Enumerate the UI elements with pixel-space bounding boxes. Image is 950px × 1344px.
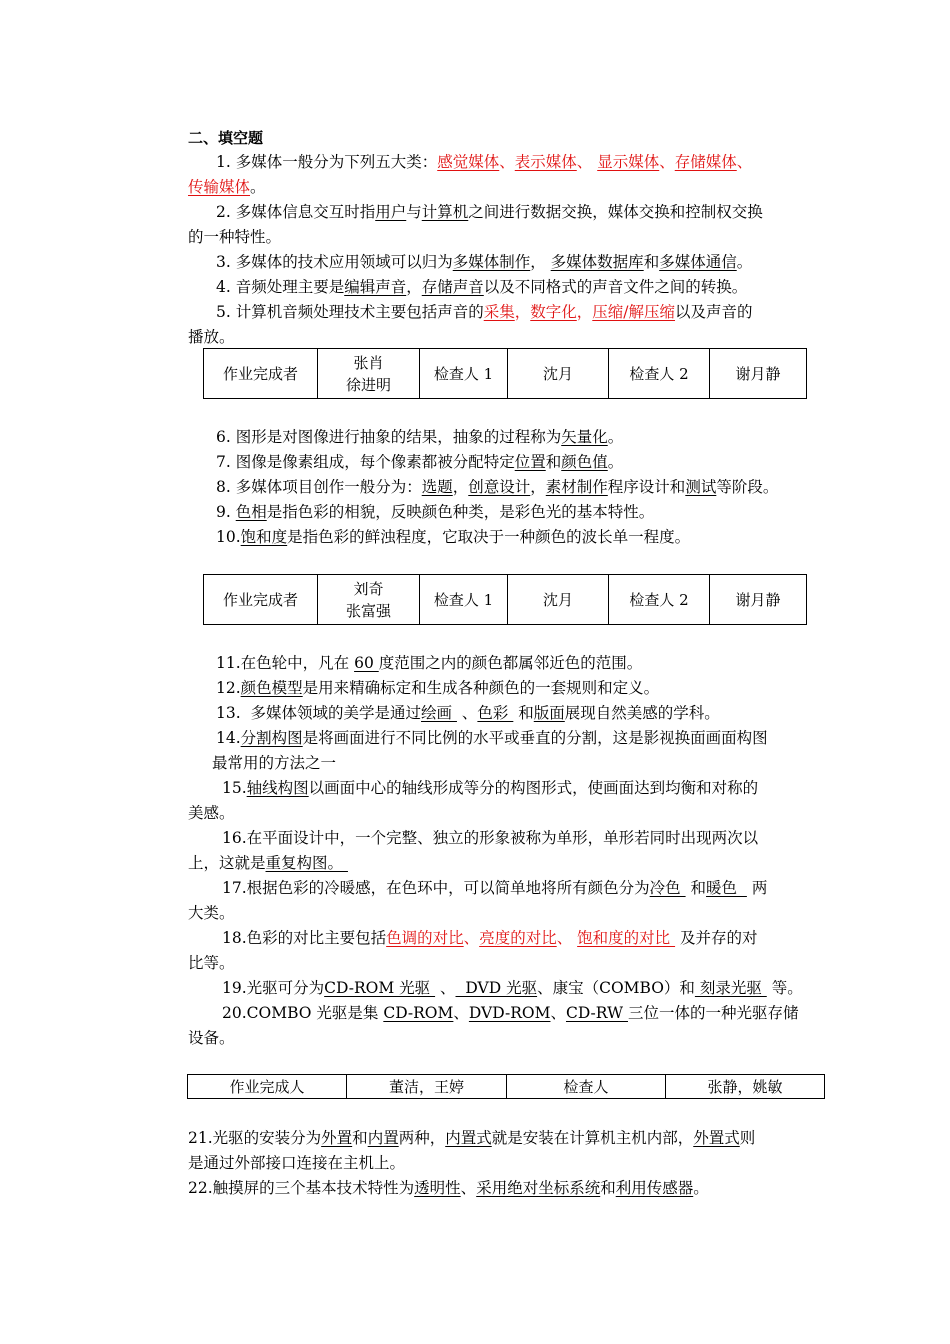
q1-answer-5: 传输媒体 bbox=[188, 178, 251, 196]
q5-sep: ， bbox=[514, 303, 531, 321]
q13-text: 和 bbox=[513, 704, 534, 722]
q13-text: 展现自然美感的学科。 bbox=[564, 704, 720, 722]
q9-text: 是指色彩的相貌，反映颜色种类，是彩色光的基本特性。 bbox=[266, 503, 655, 521]
q19-text: 、 bbox=[435, 979, 456, 997]
q21-text: 则 bbox=[739, 1129, 756, 1147]
q22-text: 22.触摸屏的三个基本技术特性为 bbox=[188, 1179, 415, 1197]
question-7 bbox=[216, 450, 623, 475]
q15-answer-1: 轴线构图 bbox=[246, 779, 309, 797]
question-10 bbox=[216, 525, 690, 550]
q8-answer-3: 素材制作 bbox=[545, 478, 608, 496]
q16-answer-1: 重复构图。 bbox=[265, 854, 348, 872]
q1-text: 1. 多媒体一般分为下列五大类： bbox=[216, 153, 438, 171]
q11-text: 度范围之内的颜色都属邻近色的范围。 bbox=[378, 654, 643, 672]
q1-sep: 、 bbox=[576, 153, 598, 171]
assignment-table-3 bbox=[187, 1074, 825, 1099]
table2-label: 作业完成者 bbox=[204, 575, 318, 625]
q6-answer-1: 矢量化 bbox=[561, 428, 608, 446]
q1-end: 。 bbox=[250, 178, 266, 196]
question-18 bbox=[222, 926, 758, 951]
q20-text: 三位一体的一种光驱存储 bbox=[627, 1004, 799, 1022]
question-18-cont: 比等。 bbox=[188, 954, 235, 972]
q17-answer-1: 冷色 bbox=[649, 879, 686, 897]
table2-checker1: 沈月 bbox=[508, 575, 609, 625]
q8-answer-4: 测试 bbox=[685, 478, 717, 496]
q3-text: 。 bbox=[736, 253, 753, 271]
table2-authors bbox=[318, 575, 420, 625]
question-3 bbox=[216, 250, 752, 275]
q19-text: 19.光驱可分为 bbox=[222, 979, 325, 997]
q18-answer-3: 饱和度的对比 bbox=[577, 929, 676, 947]
q3-text: 和 bbox=[643, 253, 660, 271]
table2-checker2: 谢月静 bbox=[710, 575, 807, 625]
question-21-cont: 是通过外部接口连接在主机上。 bbox=[188, 1154, 406, 1172]
question-17 bbox=[222, 876, 767, 901]
question-1-cont bbox=[188, 175, 266, 200]
q14-answer-1: 分割构图 bbox=[240, 729, 303, 747]
q22-answer-3: 利用传感器 bbox=[615, 1179, 694, 1197]
q5-text: 以及声音的 bbox=[675, 303, 753, 321]
q22-answer-1: 透明性 bbox=[414, 1179, 461, 1197]
table3-checkers: 张静，姚敏 bbox=[666, 1075, 825, 1099]
table2-checker2-label: 检查人 2 bbox=[609, 575, 710, 625]
table3-checker-label: 检查人 bbox=[507, 1075, 666, 1099]
q21-answer-2: 内置 bbox=[367, 1129, 399, 1147]
table2-checker1-label: 检查人 1 bbox=[420, 575, 508, 625]
question-20-cont: 设备。 bbox=[188, 1029, 235, 1047]
q21-text: 21.光驱的安装分为 bbox=[188, 1129, 322, 1147]
q12-text: 12. bbox=[216, 679, 241, 697]
q22-text: 、 bbox=[460, 1179, 477, 1197]
q2-answer-1: 用户 bbox=[375, 203, 407, 221]
q12-answer-1: 颜色模型 bbox=[240, 679, 303, 697]
q18-text: 18.色彩的对比主要包括 bbox=[222, 929, 387, 947]
table1-label: 作业完成者 bbox=[204, 349, 318, 399]
table3-authors: 董洁，王婷 bbox=[347, 1075, 507, 1099]
q8-answer-1: 选题 bbox=[421, 478, 453, 496]
table1-checker2-label: 检查人 2 bbox=[609, 349, 710, 399]
table3-label: 作业完成人 bbox=[188, 1075, 347, 1099]
q15-text: 15. bbox=[222, 779, 247, 797]
q14-text: 是将画面进行不同比例的水平或垂直的分割，这是影视换面画面构图 bbox=[302, 729, 768, 747]
question-9 bbox=[216, 500, 654, 525]
q1-sep: 、 bbox=[499, 153, 515, 171]
question-5-cont: 播放。 bbox=[188, 328, 235, 346]
table1-checker2: 谢月静 bbox=[710, 349, 807, 399]
q3-answer-3: 多媒体通信 bbox=[659, 253, 737, 271]
q19-answer-3: 刻录光驱 bbox=[694, 979, 767, 997]
question-16: 16.在平面设计中，一个完整、独立的形象被称为单形，单形若同时出现两次以 bbox=[222, 829, 759, 847]
question-15 bbox=[222, 776, 758, 801]
question-19 bbox=[222, 976, 803, 1001]
question-21 bbox=[188, 1126, 755, 1151]
q20-text: 20.COMBO 光驱是集 bbox=[222, 1004, 384, 1022]
q11-answer-1: 60 bbox=[354, 654, 379, 672]
q1-answer-4: 存储媒体 bbox=[674, 153, 737, 171]
q5-text: 5. 计算机音频处理技术主要包括声音的 bbox=[216, 303, 484, 321]
q2-text: 2. 多媒体信息交互时指 bbox=[216, 203, 376, 221]
q22-text: 。 bbox=[693, 1179, 709, 1197]
q3-text: 3. 多媒体的技术应用领域可以归为 bbox=[216, 253, 453, 271]
q13-answer-3: 版面 bbox=[533, 704, 565, 722]
question-2-cont: 的一种特性。 bbox=[188, 228, 282, 246]
q7-text: 。 bbox=[607, 453, 624, 471]
question-4 bbox=[216, 275, 747, 300]
question-17-cont: 大类。 bbox=[188, 904, 235, 922]
q5-answer-1: 采集 bbox=[483, 303, 515, 321]
q8-text: 8. 多媒体项目创作一般分为： bbox=[216, 478, 422, 496]
q5-answer-3: 压缩/解压缩 bbox=[592, 303, 676, 321]
table1-checker1-label: 检查人 1 bbox=[420, 349, 508, 399]
q8-text: ， bbox=[530, 478, 546, 496]
question-11 bbox=[216, 651, 642, 676]
q5-sep: ， bbox=[576, 303, 593, 321]
q20-answer-2: DVD-ROM bbox=[468, 1004, 551, 1022]
q21-text: 两种， bbox=[398, 1129, 446, 1147]
question-16-cont bbox=[188, 851, 348, 876]
q20-answer-3: CD-RW bbox=[565, 1004, 628, 1022]
q18-sep: 、 bbox=[463, 929, 480, 947]
q10-text: 10. bbox=[216, 528, 241, 546]
q22-answer-2: 采用绝对坐标系统 bbox=[476, 1179, 601, 1197]
q7-text: 和 bbox=[545, 453, 562, 471]
q20-text: 、 bbox=[453, 1004, 469, 1022]
q18-answer-1: 色调的对比 bbox=[386, 929, 464, 947]
q3-text: ， bbox=[530, 253, 551, 271]
question-14-cont: 最常用的方法之一 bbox=[212, 754, 337, 772]
table1-author-1: 张肖 bbox=[353, 353, 384, 372]
q13-text: 13. 多媒体领域的美学是通过 bbox=[216, 704, 422, 722]
q12-text: 是用来精确标定和生成各种颜色的一套规则和定义。 bbox=[302, 679, 660, 697]
q2-text: 与 bbox=[406, 203, 422, 221]
q4-text: 4. 音频处理主要是 bbox=[216, 278, 345, 296]
q21-answer-3: 内置式 bbox=[445, 1129, 492, 1147]
q8-text: 程序设计和 bbox=[607, 478, 686, 496]
q8-text: 等阶段。 bbox=[716, 478, 779, 496]
q19-text: 、康宝（COMBO）和 bbox=[537, 979, 695, 997]
q4-answer-2: 存储声音 bbox=[421, 278, 484, 296]
assignment-table-2 bbox=[203, 574, 807, 625]
q4-text: ， bbox=[406, 278, 422, 296]
q1-sep: 、 bbox=[736, 153, 753, 171]
q6-text: 。 bbox=[607, 428, 624, 446]
assignment-table-1 bbox=[203, 348, 807, 399]
q7-answer-2: 颜色值 bbox=[561, 453, 608, 471]
question-1 bbox=[216, 150, 752, 175]
q7-answer-1: 位置 bbox=[514, 453, 546, 471]
q17-text: 17.根据色彩的冷暖感，在色环中，可以简单地将所有颜色分为 bbox=[222, 879, 650, 897]
table1-checker1: 沈月 bbox=[508, 349, 609, 399]
q3-answer-1: 多媒体制作 bbox=[452, 253, 531, 271]
q1-sep: 、 bbox=[659, 153, 675, 171]
q1-answer-1: 感觉媒体 bbox=[437, 153, 500, 171]
q3-answer-2: 多媒体数据库 bbox=[550, 253, 644, 271]
q19-answer-1: CD-ROM 光驱 bbox=[324, 979, 436, 997]
question-20 bbox=[222, 1001, 799, 1026]
q18-answer-2: 亮度的对比 bbox=[479, 929, 557, 947]
q4-text: 以及不同格式的声音文件之间的转换。 bbox=[483, 278, 748, 296]
q16-text: 上，这就是 bbox=[188, 854, 266, 872]
q21-answer-4: 外置式 bbox=[693, 1129, 740, 1147]
q18-text: 及并存的对 bbox=[675, 929, 758, 947]
q13-answer-2: 色彩 bbox=[477, 704, 514, 722]
q8-text: ， bbox=[452, 478, 469, 496]
question-12 bbox=[216, 676, 659, 701]
q21-answer-1: 外置 bbox=[321, 1129, 353, 1147]
q5-answer-2: 数字化 bbox=[530, 303, 577, 321]
q14-text: 14. bbox=[216, 729, 241, 747]
table2-author-2: 张富强 bbox=[345, 601, 391, 620]
q9-answer-1: 色相 bbox=[235, 503, 267, 521]
question-14 bbox=[216, 726, 768, 751]
table1-author-2: 徐进明 bbox=[345, 375, 391, 394]
question-22 bbox=[188, 1176, 709, 1201]
q20-answer-1: CD-ROM bbox=[383, 1004, 454, 1022]
q21-text: 就是安装在计算机主机内部， bbox=[491, 1129, 694, 1147]
q21-text: 和 bbox=[352, 1129, 368, 1147]
q18-sep: 、 bbox=[556, 929, 578, 947]
q8-answer-2: 创意设计 bbox=[468, 478, 531, 496]
q7-text: 7. 图像是像素组成，每个像素都被分配特定 bbox=[216, 453, 515, 471]
q11-text: 11.在色轮中，凡在 bbox=[216, 654, 355, 672]
q13-answer-1: 绘画 bbox=[421, 704, 457, 722]
q13-text: 、 bbox=[456, 704, 478, 722]
q4-answer-1: 编辑声音 bbox=[344, 278, 407, 296]
q17-answer-2: 暖色 bbox=[706, 879, 747, 897]
q2-answer-2: 计算机 bbox=[421, 203, 469, 221]
q1-answer-3: 显示媒体 bbox=[597, 153, 660, 171]
table1-authors bbox=[318, 349, 420, 399]
question-2 bbox=[216, 200, 763, 225]
q2-text: 之间进行数据交换，媒体交换和控制权交换 bbox=[468, 203, 763, 221]
q17-text: 两 bbox=[746, 879, 768, 897]
question-5 bbox=[216, 300, 753, 325]
question-6 bbox=[216, 425, 623, 450]
table2-author-1: 刘奇 bbox=[353, 579, 384, 598]
question-8 bbox=[216, 475, 778, 500]
q10-text: 是指色彩的鲜浊程度，它取决于一种颜色的波长单一程度。 bbox=[287, 528, 691, 546]
q6-text: 6. 图形是对图像进行抽象的结果，抽象的过程称为 bbox=[216, 428, 562, 446]
q1-answer-2: 表示媒体 bbox=[514, 153, 577, 171]
q10-answer-1: 饱和度 bbox=[240, 528, 288, 546]
q9-text: 9. bbox=[216, 503, 236, 521]
q15-text: 以画面中心的轴线形成等分的构图形式，使画面达到均衡和对称的 bbox=[308, 779, 759, 797]
q17-text: 和 bbox=[685, 879, 707, 897]
q22-text: 和 bbox=[600, 1179, 616, 1197]
q20-text: 、 bbox=[550, 1004, 566, 1022]
section-heading: 二、填空题 bbox=[188, 129, 264, 147]
question-13 bbox=[216, 701, 720, 726]
q19-text: 等。 bbox=[766, 979, 803, 997]
q19-answer-2: DVD 光驱 bbox=[455, 979, 538, 997]
question-15-cont: 美感。 bbox=[188, 804, 235, 822]
